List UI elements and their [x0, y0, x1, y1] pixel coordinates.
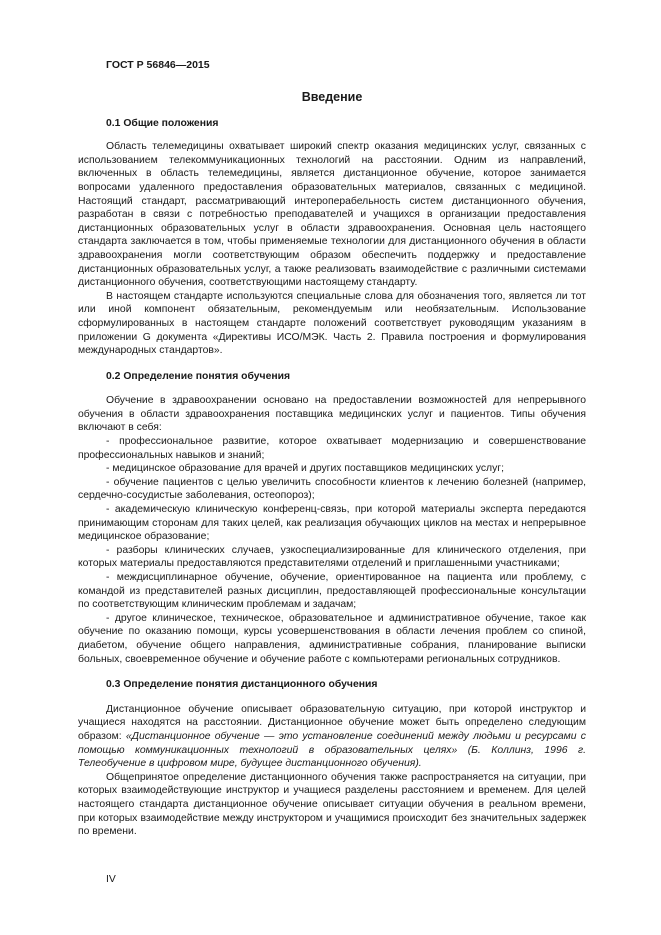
standard-code: ГОСТ Р 56846—2015	[106, 59, 210, 71]
list-item: - другое клиническое, техническое, образовательное и административное обучение, такое как обучение по оказанию помощи, курсы усовершенствования в области лечения проблем со спиной, диабетом, обучение общего направления, административные собрания, планирование выписки больных, своевременное обучение и обучение работе с компьютерами региональных сотрудников.	[78, 612, 586, 665]
paragraph-lead: Дистанционное обучение описывает образовательную ситуацию, при которой инструктор и учащиеся находятся на расстоянии. Дистанционное обучение может быть определено следующим образом:	[78, 703, 586, 742]
section-heading: 0.2 Определение понятия обучения	[106, 370, 291, 382]
list-item: - профессиональное развитие, которое охватывает модернизацию и совершенствование профессиональных навыков и знаний;	[78, 436, 586, 461]
section-heading: 0.1 Общие положения	[106, 117, 219, 129]
list-item: - медицинское образование для врачей и других поставщиков медицинских услуг;	[106, 463, 504, 475]
list-item: - обучение пациентов с целью увеличить способности клиентов к лечению болезней (например, сердечно-сосудистые заболевания, остеопороз);	[78, 476, 586, 502]
page-number: IV	[106, 874, 116, 885]
section-distance-learning-definition	[78, 678, 586, 839]
list-item: - междисциплинарное обучение, обучение, ориентированное на пациента или проблему, с командой из представителей разных дисциплин, предоставляющей профессиональные консультации по соответствующим клиническим проблемам и задачам;	[78, 572, 586, 611]
paragraph: В настоящем стандарте используются специальные слова для обозначения того, является ли тот или иной компонент обязательным, рекомендуемым или необязательным. Использование сформулированных в настоящем стандарте положений соответствует руководящим указаниям в приложении G документа «Директивы ИСО/МЭК. Часть 2. Правила построения и формулирования международных стандартов».	[78, 290, 586, 357]
paragraph: Область телемедицины охватывает широкий спектр оказания медицинских услуг, связанных с использованием телекоммуникационных технологий на расстоянии. Одним из направлений, включенных в область телемедицины, является дистанционное обучение, которое занимается вопросами удаленного предоставления образовательных материалов, связанных с медициной. Настоящий стандарт, рассматривающий интероперабельность систем дистанционного обучения, разработан в связи с потребностью преподавателей и учащихся в организации предоставления дистанционных образовательных услуг в области здравоохранения. Основная цель настоящего стандарта заключается в том, чтобы применяемые технологии для дистанционного обучения в области здравоохранения могли соответствующим образом обеспечить поддержку и предоставление дистанционных образовательных услуг, а также реализовать взаимодействие с различными системами дистанционного обучения, соответствующими настоящему стандарту.	[78, 141, 586, 289]
paragraph	[78, 703, 586, 771]
paragraph: Обучение в здравоохранении основано на предоставлении возможностей для непрерывного обучения в области здравоохранения поставщика медицинских услуг и пациентов. Типы обучения включают в себя:	[78, 395, 586, 434]
section-general-provisions	[78, 117, 586, 358]
page-content	[78, 91, 586, 851]
page-title: Введение	[301, 90, 363, 104]
paragraph: Общепринятое определение дистанционного обучения также распространяется на ситуации, при которых взаимодействующие инструктор и учащиеся разделены расстоянием и временем. Для целей настоящего стандарта дистанционное обучение описывает ситуации обучения в реальном времени, при которых взаимодействие между инструктором и учащимися происходит без значительных задержек по времени.	[78, 771, 586, 838]
section-heading: 0.3 Определение понятия дистанционного обучения	[106, 679, 378, 691]
definition-quote: «Дистанционное обучение — это установление соединений между людьми и ресурсами с помощью коммуникационных технологий в образовательных целях» (Б. Коллинз, 1996 г. Телеобучение в цифровом мире, будущее дистанционного обучения).	[78, 730, 586, 770]
section-learning-definition	[78, 370, 586, 666]
list-item: - разборы клинических случаев, узкоспециализированные для клинического отделения, при которых материалы предоставляются представителями отделений и приглашенными участниками;	[78, 544, 586, 570]
list-item: - академическую клиническую конференц-связь, при которой материалы эксперта передаются принимающим сторонам для таких целей, как реализация обучающих циклов на местах и непрерывное медицинское образование;	[78, 504, 586, 543]
